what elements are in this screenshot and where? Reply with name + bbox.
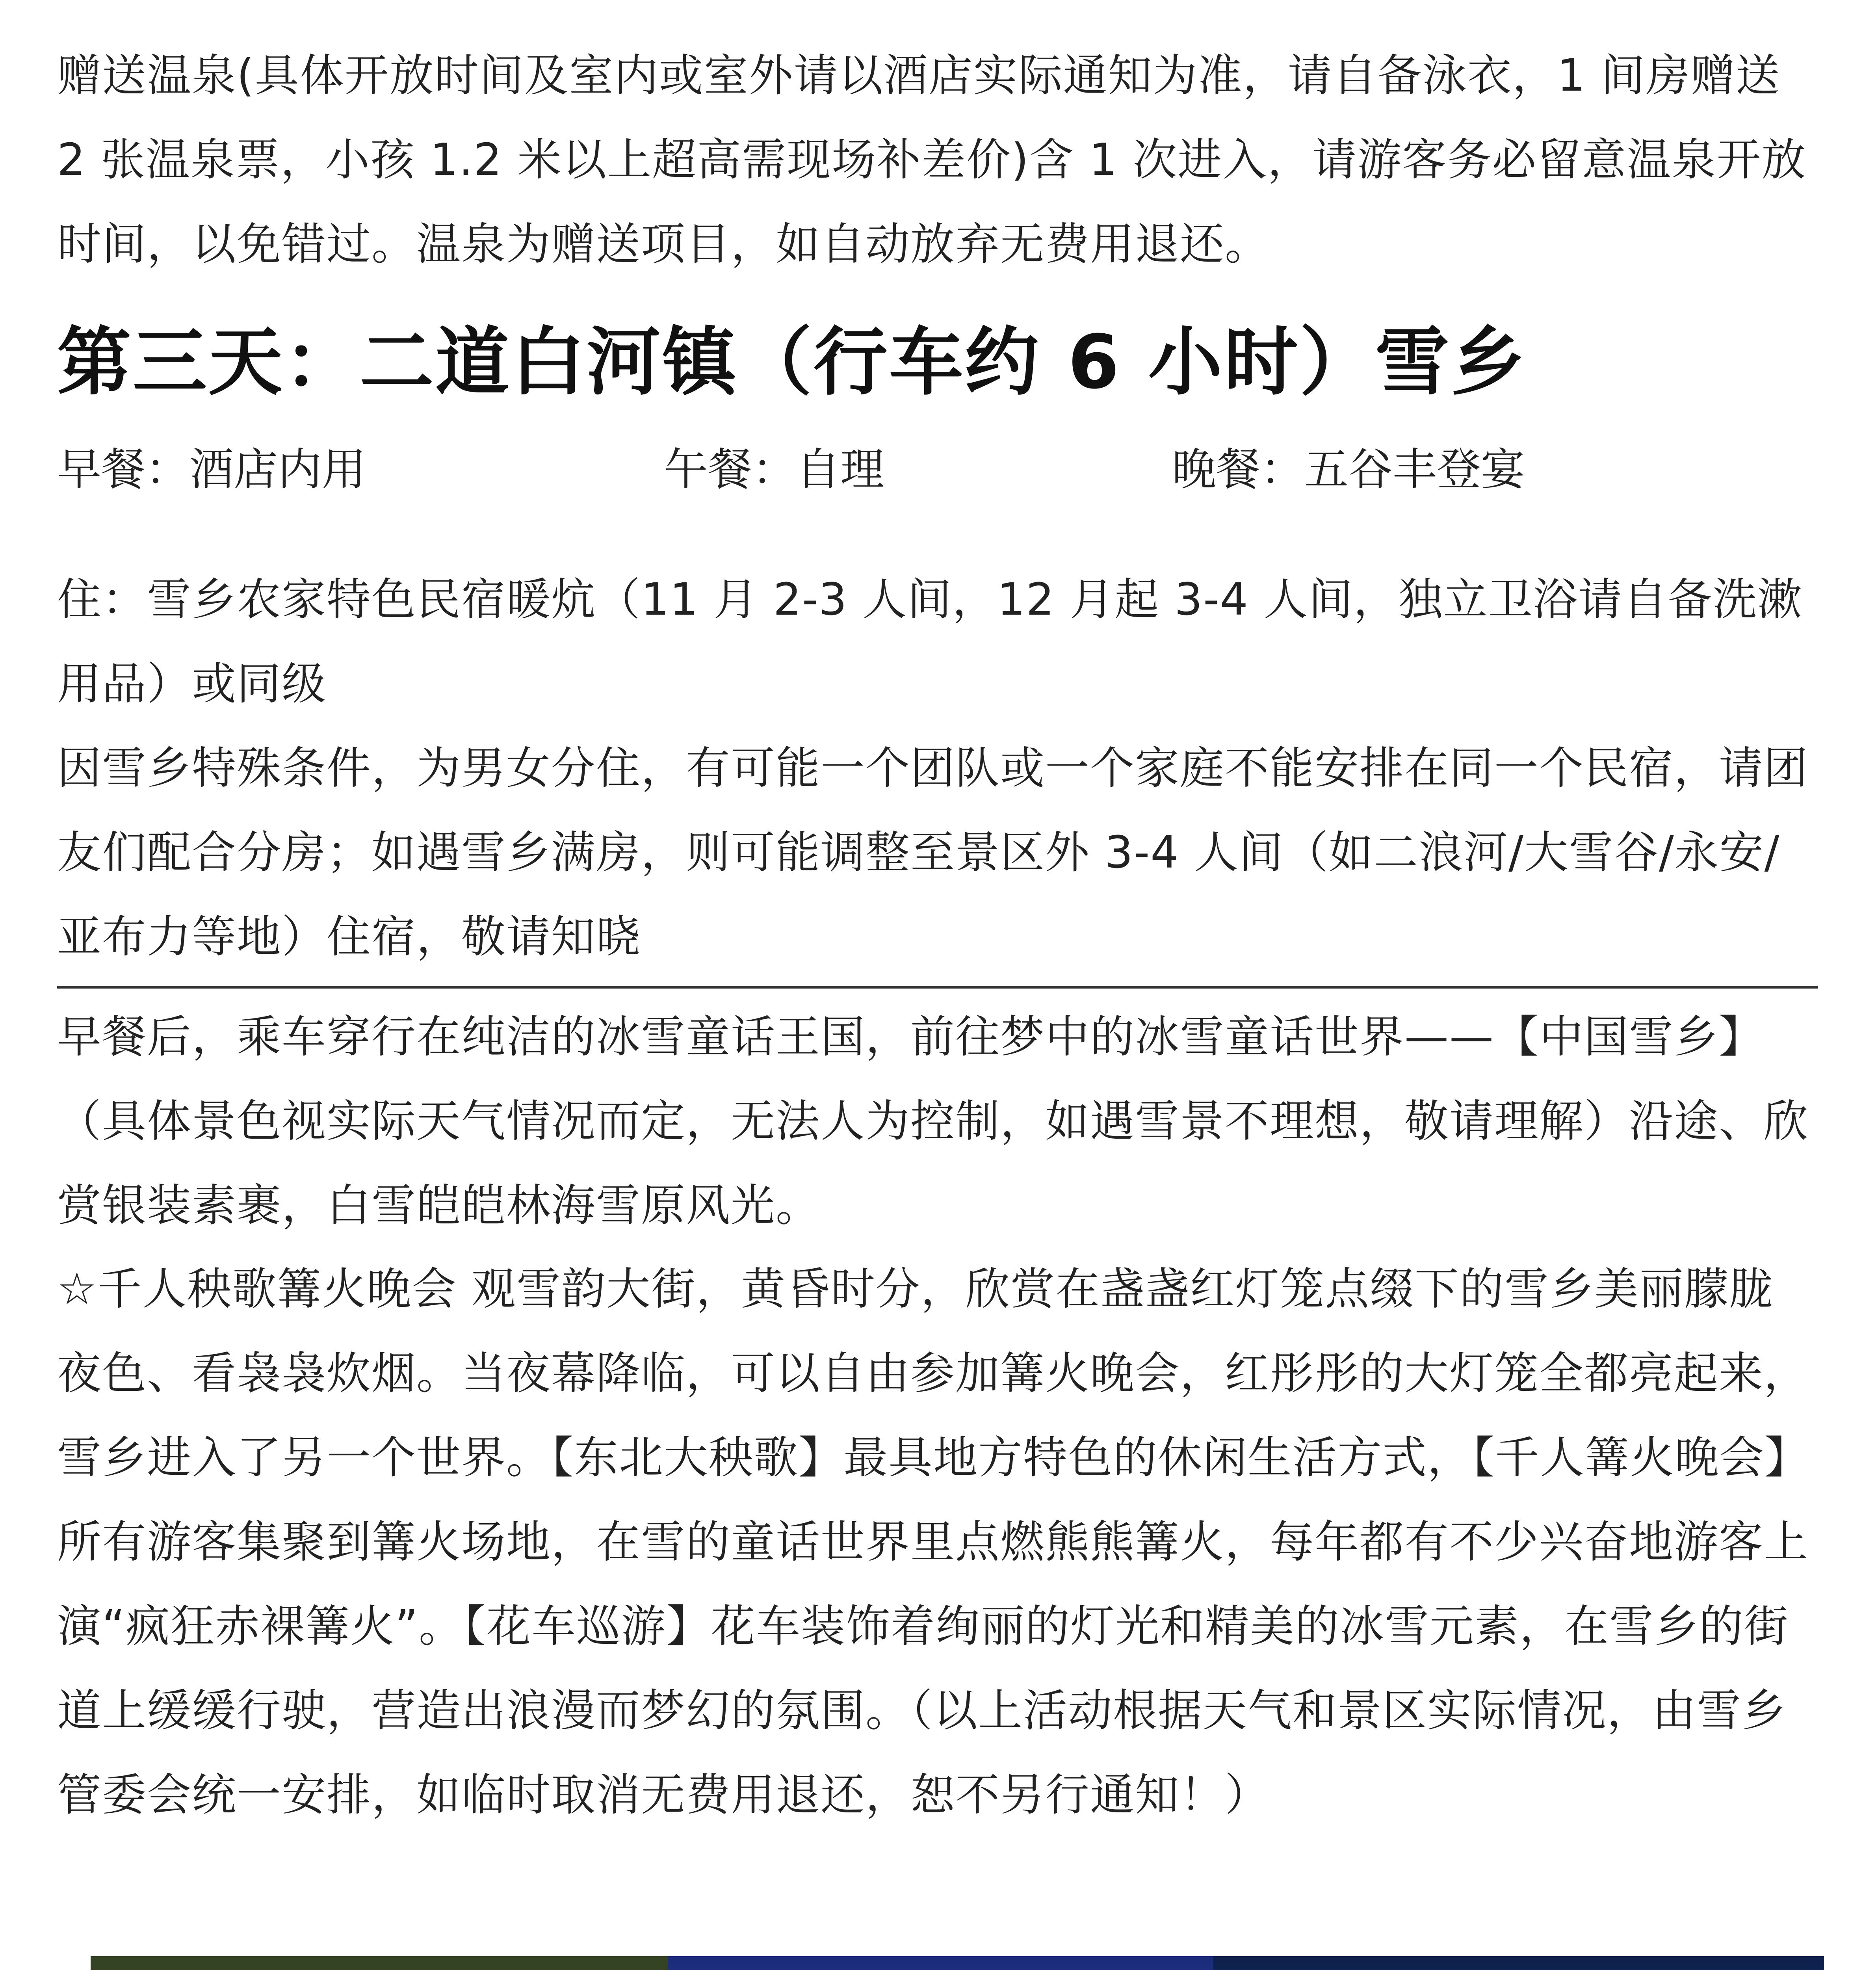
itinerary-paragraph: 早餐后，乘车穿行在纯洁的冰雪童话王国，前往梦中的冰雪童话世界——【中国雪乡】（具体景色视实际天气情况而定，无法人为控制，如遇雪景不理想，敬请理解）沿途、欣赏银装素裹，白雪皑皑林海雪原风光。 xyxy=(57,1011,1809,1231)
rooming-note-paragraph: 因雪乡特殊条件，为男女分住，有可能一个团队或一个家庭不能安排在同一个民宿，请团友们配合分房；如遇雪乡满房，则可能调整至景区外 3-4 人间（如二浪河/大雪谷/永安/亚布力等地）住宿，敬请知晓 xyxy=(57,743,1809,963)
meals-row xyxy=(57,427,1818,514)
photo-strip xyxy=(91,1956,1824,1970)
lunch-label: 午餐：自理 xyxy=(664,444,884,495)
hot-spring-paragraph: 赠送温泉(具体开放时间及室内或室外请以酒店实际通知为准，请自备泳衣，1 间房赠送 2 张温泉票，小孩 1.2 米以上超高需现场补差价)含 1 次进入，请游客务必留意温泉开放时间，以免错过。温泉为赠送项目，如自动放弃无费用退还。 xyxy=(57,50,1807,270)
lodging-paragraph: 住：雪乡农家特色民宿暖炕（11 月 2-3 人间，12 月起 3-4 人间，独立卫浴请自备洗漱用品）或同级 xyxy=(57,574,1803,710)
breakfast-label: 早餐：酒店内用 xyxy=(57,444,366,495)
bonfire-paragraph: ☆千人秧歌篝火晚会 观雪韵大街，黄昏时分，欣赏在盏盏红灯笼点缀下的雪乡美丽朦胧夜色、看袅袅炊烟。当夜幕降临，可以自由参加篝火晚会，红彤彤的大灯笼全都亮起来，雪乡进入了另一个世界。【东北大秧歌】最具地方特色的休闲生活方式，【千人篝火晚会】所有游客集聚到篝火场地，在雪的童话世界里点燃熊熊篝火，每年都有不少兴奋地游客上演“疯狂赤裸篝火”。【花车巡游】花车装饰着绚丽的灯光和精美的冰雪元素，在雪乡的街道上缓缓行驶，营造出浪漫而梦幻的氛围。（以上活动根据天气和景区实际情况，由雪乡管委会统一安排，如临时取消无费用退还，恕不另行通知！） xyxy=(57,1264,1809,1821)
snow-town-aerial-photo xyxy=(1213,1956,1824,1970)
section-divider xyxy=(57,986,1818,989)
dinner-label: 晚餐：五谷丰登宴 xyxy=(1172,444,1525,495)
snow-village-night-photo xyxy=(668,1956,1213,1970)
fruit-market-photo xyxy=(91,1956,668,1970)
day-three-title: 第三天：二道白河镇（行车约 6 小时）雪乡 xyxy=(57,319,1527,405)
